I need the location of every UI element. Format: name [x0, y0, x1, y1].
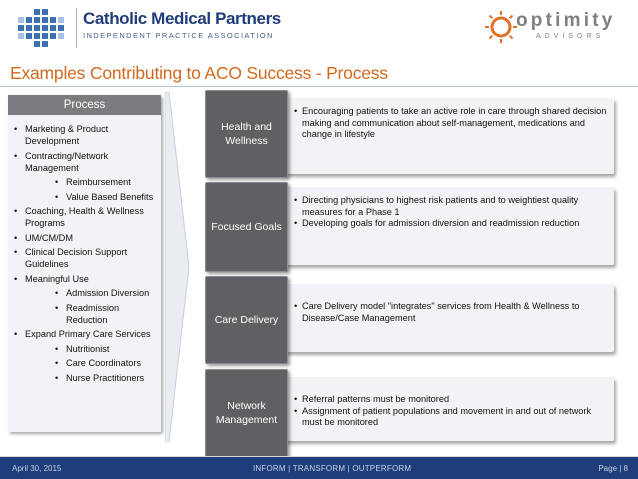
optimity-subtitle: ADVISORS [536, 33, 605, 40]
page-title: Examples Contributing to ACO Success - Process [10, 63, 388, 83]
optimity-sun-icon [484, 10, 518, 44]
detail-bullet: • Assignment of patient populations and movement in and out of network must be monitored [294, 406, 608, 429]
slide-header [0, 0, 638, 62]
footer-tagline: INFORM | TRANSFORM | OUTPERFORM [253, 464, 412, 473]
detail-bullet: • Care Delivery model "integrates" services from Health & Wellness to Disease/Case Management [294, 301, 608, 324]
detail-bullet: • Directing physicians to highest risk patients and to weightiest quality measures for a Phase 1 [294, 195, 608, 218]
health-and-wellness-label: Health and Wellness [205, 90, 288, 178]
health-and-wellness-detail [280, 98, 614, 174]
list-item: • Marketing & Product Development [8, 123, 161, 147]
company-subtitle: INDEPENDENT PRACTICE ASSOCIATION [83, 31, 274, 40]
sub-list-item: • Care Coordinators [8, 357, 161, 369]
process-panel [8, 95, 161, 432]
sub-list-item: • Reimbursement [8, 176, 161, 188]
detail-bullet: • Encouraging patients to take an active role in care through shared decision making and communication about self-management, medications and change in lifestyle [294, 106, 608, 141]
process-panel-heading: Process [8, 95, 161, 115]
focused-goals-label: Focused Goals [205, 182, 288, 272]
optimity-wordmark: optimity [516, 10, 616, 31]
logo-divider [76, 8, 77, 48]
care-delivery-detail [280, 284, 614, 352]
list-item: • Coaching, Health & Wellness Programs [8, 205, 161, 229]
list-item: • Clinical Decision Support Guidelines [8, 246, 161, 270]
sub-list-item: • Value Based Benefits [8, 191, 161, 203]
company-name: Catholic Medical Partners [83, 9, 281, 28]
process-list [8, 123, 161, 384]
focused-goals-detail [280, 187, 614, 265]
optimity-advisors-logo [484, 10, 634, 52]
detail-bullet: • Referral patterns must be monitored [294, 394, 608, 406]
list-item: • Expand Primary Care Services [8, 328, 161, 340]
page-number: Page | 8 [598, 464, 628, 473]
list-item: • Contracting/Network Management [8, 150, 161, 174]
list-item: • UM/CM/DM [8, 232, 161, 244]
slide-footer [0, 457, 638, 479]
detail-bullet: • Developing goals for admission diversion and readmission reduction [294, 218, 608, 230]
sub-list-item: • Readmission Reduction [8, 302, 161, 326]
footer-date: April 30, 2015 [12, 464, 62, 473]
network-management-label: Network Management [205, 369, 288, 457]
catholic-medical-partners-logo-icon [12, 8, 74, 52]
sub-list-item: • Nutritionist [8, 343, 161, 355]
list-item: • Meaningful Use [8, 273, 161, 285]
sub-list-item: • Admission Diversion [8, 287, 161, 299]
chevron-right-icon [165, 92, 189, 442]
network-management-detail [280, 377, 614, 441]
care-delivery-label: Care Delivery [205, 276, 288, 364]
title-divider [0, 86, 638, 87]
sub-list-item: • Nurse Practitioners [8, 372, 161, 384]
